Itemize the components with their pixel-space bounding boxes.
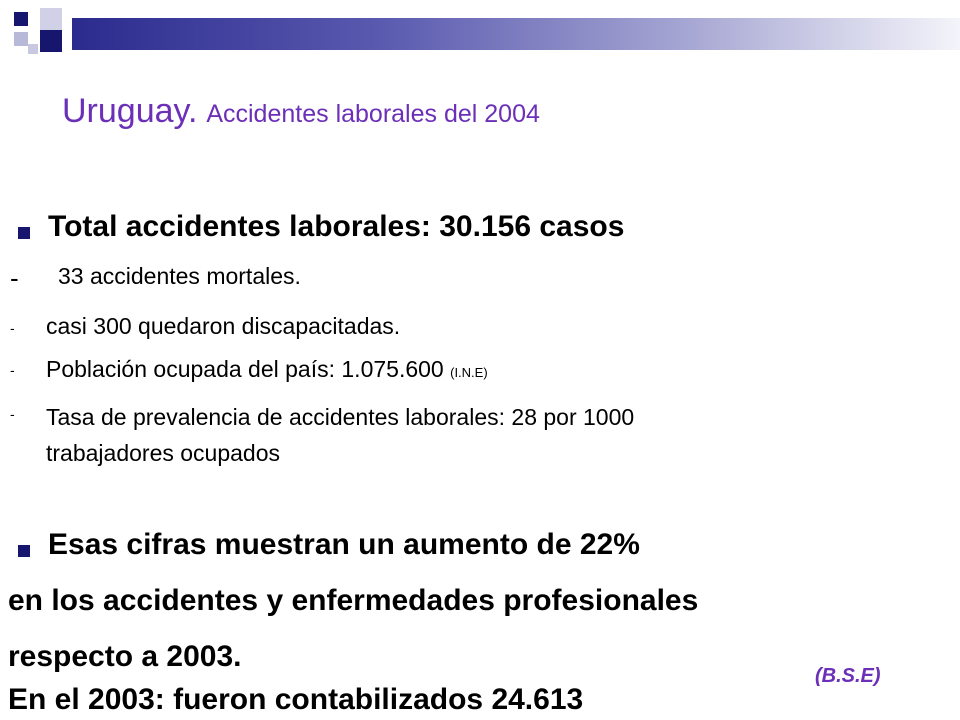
title-sub: Accidentes laborales del 2004 bbox=[206, 100, 540, 128]
header-gradient-bar bbox=[72, 18, 960, 50]
deco-square bbox=[40, 30, 62, 52]
title-main: Uruguay. bbox=[62, 92, 198, 130]
deco-square bbox=[40, 8, 62, 30]
deco-square bbox=[14, 32, 28, 46]
dash-marker: - bbox=[10, 406, 15, 422]
total-accidents: Total accidentes laborales: 30.156 casos bbox=[48, 210, 625, 243]
disabled-item: casi 300 quedaron discapacitadas. bbox=[46, 313, 401, 339]
dash-marker: - bbox=[10, 362, 15, 378]
ine-source: (I.N.E) bbox=[450, 365, 488, 380]
increase-line-4: En el 2003: fueron contabilizados 24.613 bbox=[8, 683, 584, 716]
increase-line-2: en los accidentes y enfermedades profesionales bbox=[8, 584, 699, 617]
bullet-square-icon bbox=[18, 227, 30, 239]
prevalence-text: Tasa de prevalencia de accidentes laborales: 28 por 1000 bbox=[46, 404, 635, 430]
prevalence-text-cont: trabajadores ocupados bbox=[46, 440, 280, 466]
decorative-squares bbox=[0, 0, 80, 60]
population-text: Población ocupada del país: 1.075.600 bbox=[46, 356, 444, 382]
prevalence-item bbox=[46, 399, 634, 471]
increase-line: Esas cifras muestran un aumento de 22% bbox=[48, 528, 640, 561]
deaths-item: 33 accidentes mortales. bbox=[58, 263, 301, 289]
population-item bbox=[46, 356, 488, 383]
deco-square bbox=[14, 12, 28, 26]
bse-source: (B.S.E) bbox=[815, 665, 881, 687]
increase-line-3: respecto a 2003. bbox=[8, 640, 242, 673]
slide-title bbox=[62, 92, 540, 131]
bullet-square-icon bbox=[18, 545, 30, 557]
dash-marker: - bbox=[10, 320, 15, 336]
dash-marker: - bbox=[10, 263, 19, 293]
deco-square bbox=[28, 44, 38, 54]
